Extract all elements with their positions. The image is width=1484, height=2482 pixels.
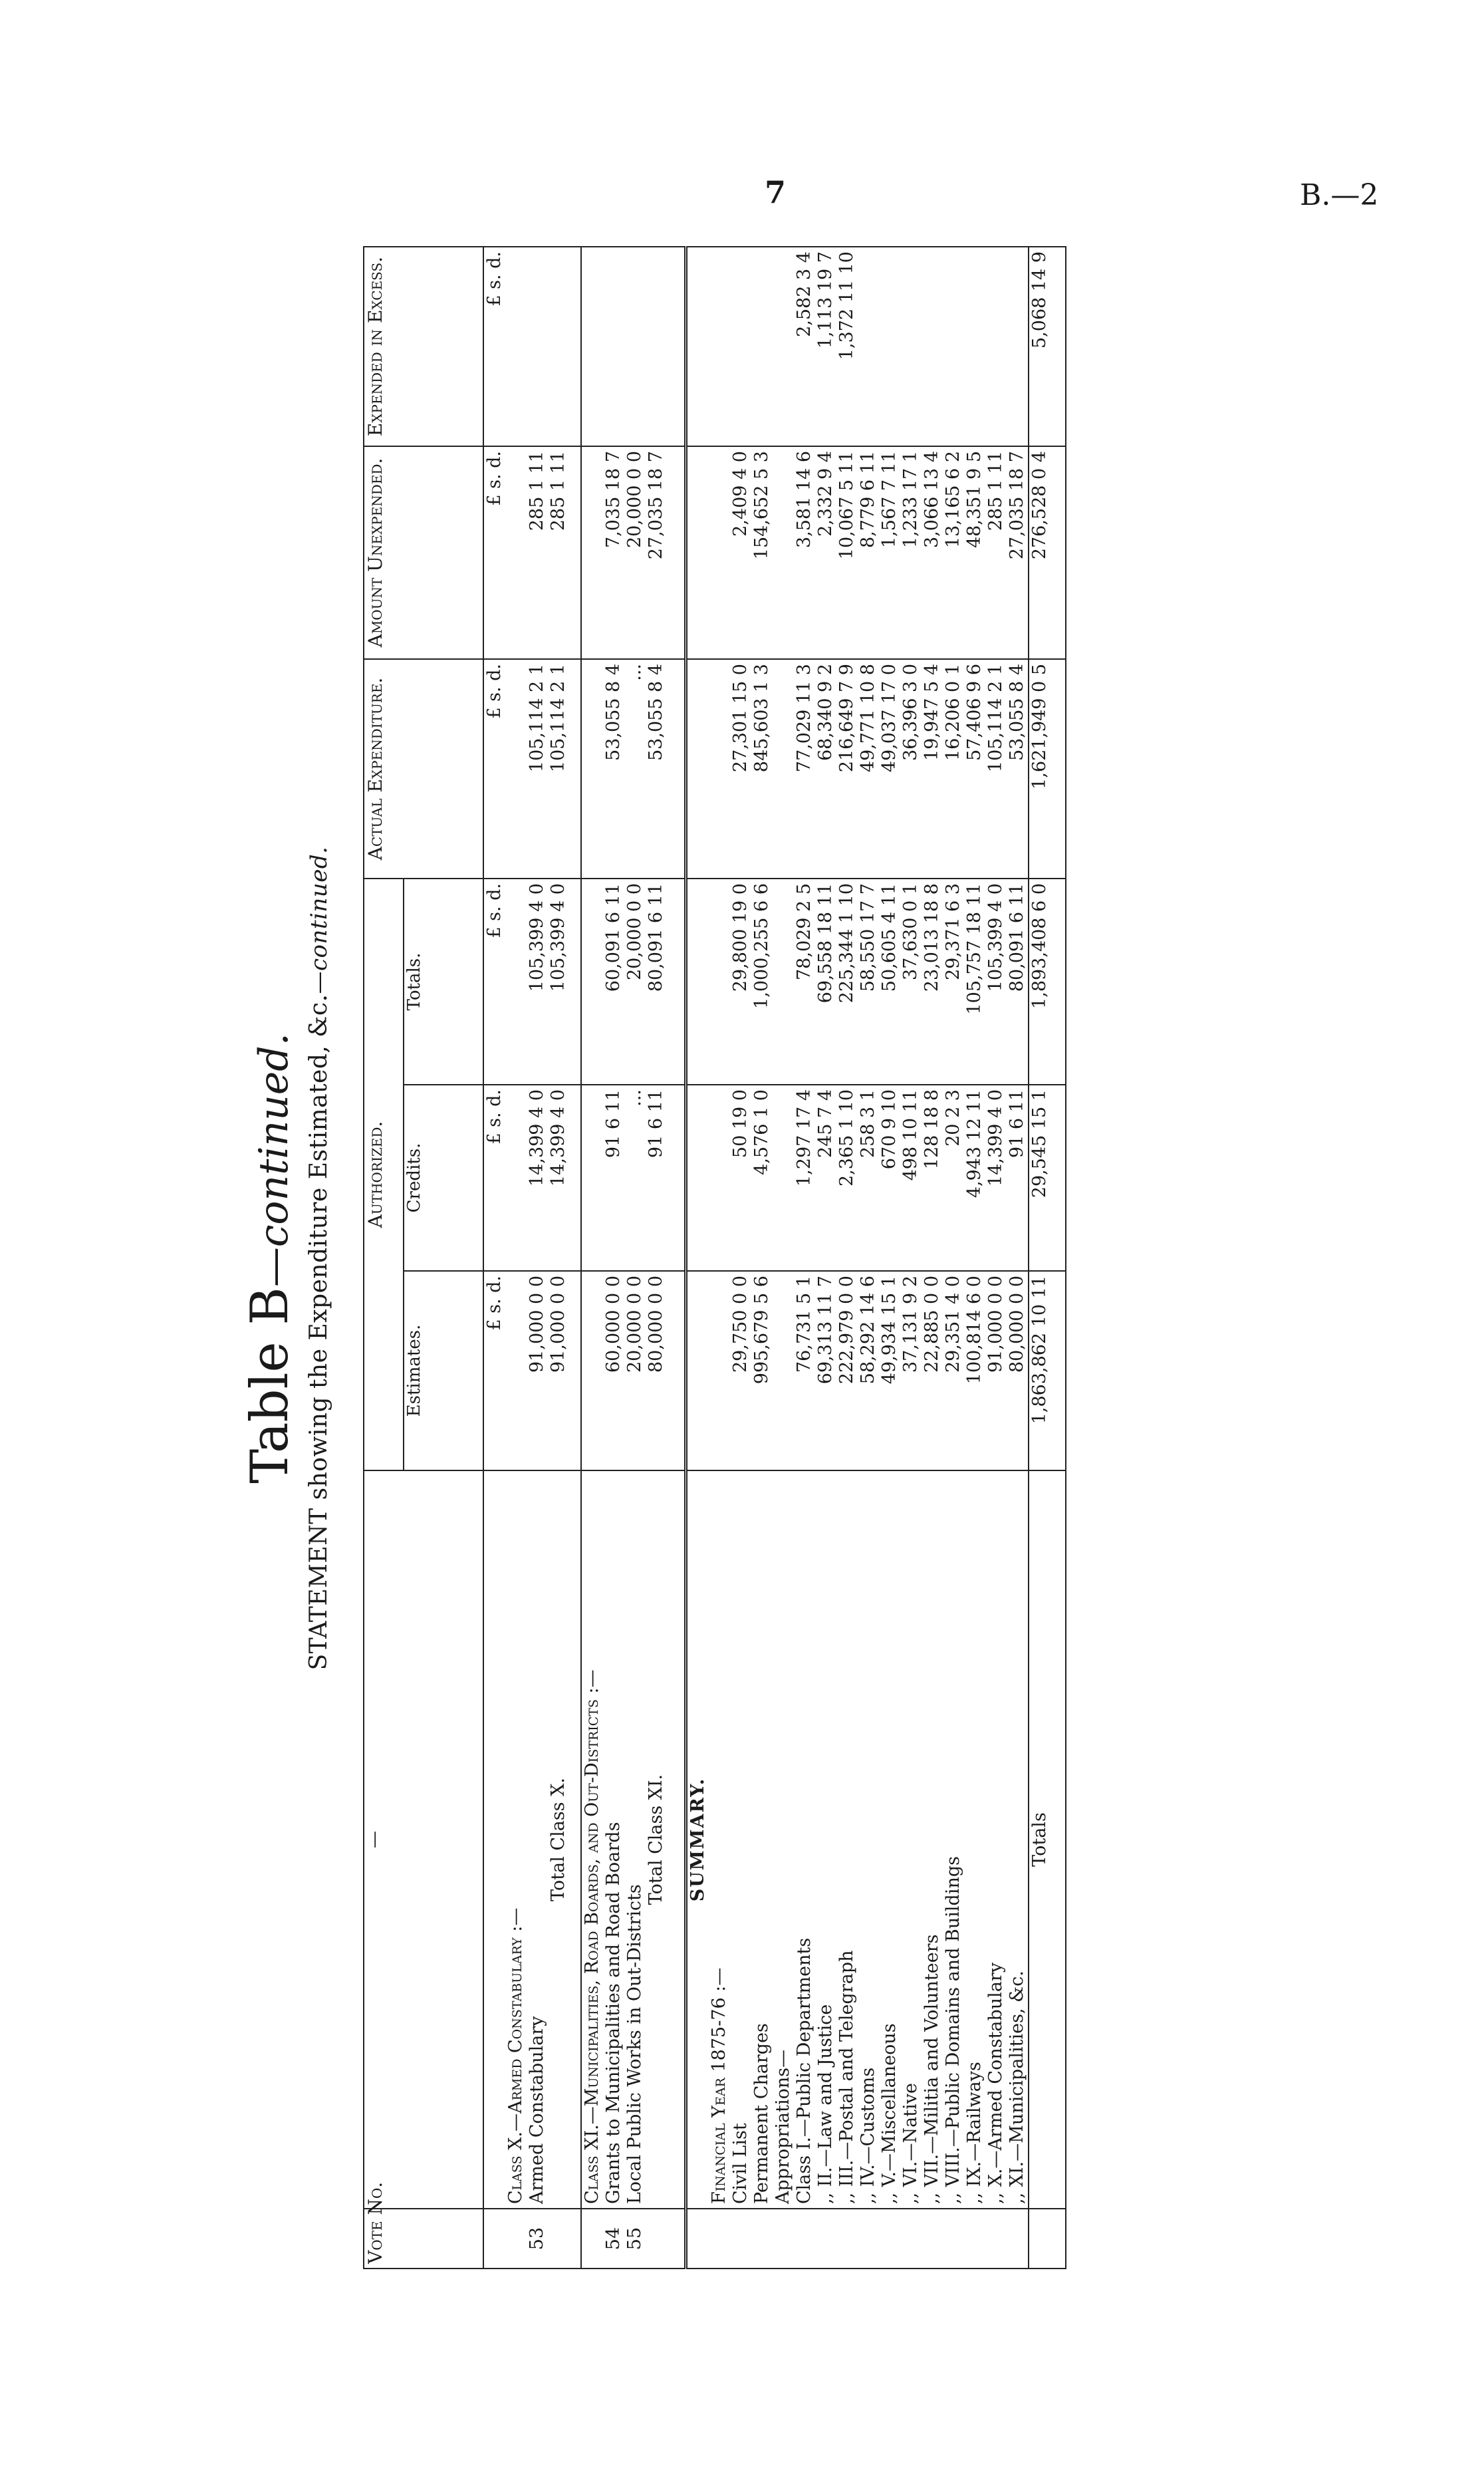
- cell-excess: [603, 247, 624, 446]
- row-description: ,, VII.—Militia and Volunteers: [922, 1470, 943, 2209]
- table-row: [527, 247, 548, 2269]
- table-row: [751, 247, 773, 2269]
- cell-excess: [1007, 247, 1029, 446]
- section-heading: Class X.—Armed Constabulary :—: [505, 1470, 527, 2209]
- table-row: [964, 247, 985, 2269]
- cell-estimates: 100,814 6 0: [964, 1271, 985, 1470]
- cell-credits: 91 6 11: [1007, 1085, 1029, 1271]
- cell-unexpended: 1,233 17 1: [900, 446, 922, 659]
- row-description: ,, II.—Law and Justice: [815, 1470, 836, 2209]
- cell-totals: 225,344 1 10: [836, 879, 858, 1085]
- cell-credits: 50 19 0: [730, 1085, 751, 1271]
- cell-estimates: 37,131 9 2: [900, 1271, 922, 1470]
- cell-actual: 27,301 15 0: [730, 659, 751, 879]
- table-row: [730, 247, 751, 2269]
- cell-actual: 845,603 1 3: [751, 659, 773, 879]
- cell-unexpended: 7,035 18 7: [603, 446, 624, 659]
- cell-estimates: 222,979 0 0: [836, 1271, 858, 1470]
- row-description: Total Class XI.: [646, 1470, 685, 2209]
- table-row: [836, 247, 858, 2269]
- unit-label: £ s. d.: [483, 1085, 505, 1271]
- cell-estimates: 49,934 15 1: [879, 1271, 900, 1470]
- cell-credits: 20 2 3: [943, 1085, 964, 1271]
- cell-credits: ...: [624, 1085, 646, 1271]
- header-blank: —: [364, 1470, 483, 2209]
- cell-actual: 57,406 9 6: [964, 659, 985, 879]
- cell-actual: 77,029 11 3: [794, 659, 815, 879]
- cell-excess: [730, 247, 751, 446]
- cell-unexpended: 13,165 6 2: [943, 446, 964, 659]
- header-actual: Actual Expenditure.: [364, 659, 483, 879]
- unit-label: £ s. d.: [483, 879, 505, 1085]
- table-row: [879, 247, 900, 2269]
- cell-unexpended: 27,035 18 7: [646, 446, 685, 659]
- vote-number: 55: [624, 2209, 646, 2269]
- cell-credits: 1,297 17 4: [794, 1085, 815, 1271]
- cell-actual: 53,055 8 4: [603, 659, 624, 879]
- cell-totals: 37,630 0 1: [900, 879, 922, 1085]
- cell-unexpended: 10,067 5 11: [836, 446, 858, 659]
- row-description: ,, XI.—Municipalities, &c.: [1007, 1470, 1029, 2209]
- cell-excess: 2,582 3 4: [794, 247, 815, 446]
- page-number: 7: [765, 174, 787, 210]
- cell-unexpended: 8,779 6 11: [858, 446, 879, 659]
- row-description: Civil List: [730, 1470, 751, 2209]
- document-reference: B.—2: [1300, 178, 1379, 212]
- cell-excess: 5,068 14 9: [1029, 247, 1066, 446]
- cell-actual: 19,947 5 4: [922, 659, 943, 879]
- table-row: [943, 247, 964, 2269]
- cell-unexpended: 2,332 9 4: [815, 446, 836, 659]
- cell-estimates: 91,000 0 0: [548, 1271, 581, 1470]
- header-credits: Credits.: [404, 1085, 483, 1271]
- cell-credits: 670 9 10: [879, 1085, 900, 1271]
- cell-estimates: 29,750 0 0: [730, 1271, 751, 1470]
- cell-credits: 498 10 11: [900, 1085, 922, 1271]
- subtitle-text: STATEMENT showing the Expenditure Estimated, &c.: [305, 994, 332, 1671]
- cell-unexpended: 3,581 14 6: [794, 446, 815, 659]
- subtitle-continued: —continued.: [306, 846, 332, 994]
- table-row: [815, 247, 836, 2269]
- cell-credits: 91 6 11: [603, 1085, 624, 1271]
- header-vote-no: Vote No.: [364, 2209, 483, 2269]
- cell-totals: 69,558 18 11: [815, 879, 836, 1085]
- row-description: Armed Constabulary: [527, 1470, 548, 2209]
- cell-totals: 105,399 4 0: [985, 879, 1007, 1085]
- row-description: ,, VI.—Native: [900, 1470, 922, 2209]
- cell-excess: [646, 247, 685, 446]
- table-title: [240, 247, 301, 2269]
- cell-excess: 1,113 19 7: [815, 247, 836, 446]
- cell-unexpended: 154,652 5 3: [751, 446, 773, 659]
- cell-credits: 2,365 1 10: [836, 1085, 858, 1271]
- table-row: [624, 247, 646, 2269]
- cell-totals: 105,757 18 11: [964, 879, 985, 1085]
- section-heading: Appropriations—: [773, 1470, 794, 2209]
- cell-credits: 4,943 12 11: [964, 1085, 985, 1271]
- row-description: Class I.—Public Departments: [794, 1470, 815, 2209]
- cell-totals: 29,371 6 3: [943, 879, 964, 1085]
- table-row: [548, 247, 581, 2269]
- rotated-table-block: [240, 247, 1267, 2269]
- cell-unexpended: 285 1 11: [985, 446, 1007, 659]
- cell-totals: 80,091 6 11: [646, 879, 685, 1085]
- cell-totals: 105,399 4 0: [527, 879, 548, 1085]
- cell-credits: 29,545 15 1: [1029, 1085, 1066, 1271]
- cell-estimates: 20,000 0 0: [624, 1271, 646, 1470]
- cell-excess: [879, 247, 900, 446]
- unit-label: £ s. d.: [483, 446, 505, 659]
- cell-unexpended: 48,351 9 5: [964, 446, 985, 659]
- cell-credits: 14,399 4 0: [527, 1085, 548, 1271]
- header-totals: Totals.: [404, 879, 483, 1085]
- cell-excess: [900, 247, 922, 446]
- cell-credits: 14,399 4 0: [985, 1085, 1007, 1271]
- cell-estimates: 58,292 14 6: [858, 1271, 879, 1470]
- vote-number: 53: [527, 2209, 548, 2269]
- row-description: ,, VIII.—Public Domains and Buildings: [943, 1470, 964, 2209]
- table-row: [900, 247, 922, 2269]
- cell-actual: 105,114 2 1: [527, 659, 548, 879]
- cell-actual: 16,206 0 1: [943, 659, 964, 879]
- cell-totals: 1,000,255 6 6: [751, 879, 773, 1085]
- table-row: [922, 247, 943, 2269]
- totals-row: [1029, 247, 1066, 2269]
- cell-actual: 105,114 2 1: [985, 659, 1007, 879]
- cell-totals: 20,000 0 0: [624, 879, 646, 1085]
- cell-unexpended: 2,409 4 0: [730, 446, 751, 659]
- cell-credits: 4,576 1 0: [751, 1085, 773, 1271]
- row-description: Grants to Municipalities and Road Boards: [603, 1470, 624, 2209]
- cell-credits: 245 7 4: [815, 1085, 836, 1271]
- cell-credits: 128 18 8: [922, 1085, 943, 1271]
- cell-excess: [985, 247, 1007, 446]
- cell-actual: ...: [624, 659, 646, 879]
- row-description: Permanent Charges: [751, 1470, 773, 2209]
- cell-excess: [527, 247, 548, 446]
- header-estimates: Estimates.: [404, 1271, 483, 1470]
- cell-unexpended: 1,567 7 11: [879, 446, 900, 659]
- table-row: [858, 247, 879, 2269]
- table-row: [794, 247, 815, 2269]
- row-description: ,, III.—Postal and Telegraph: [836, 1470, 858, 2209]
- row-description: ,, IX.—Railways: [964, 1470, 985, 2209]
- cell-excess: 1,372 11 10: [836, 247, 858, 446]
- cell-excess: [858, 247, 879, 446]
- cell-estimates: 69,313 11 7: [815, 1271, 836, 1470]
- cell-unexpended: 285 1 11: [527, 446, 548, 659]
- table-row: [603, 247, 624, 2269]
- cell-actual: 53,055 8 4: [646, 659, 685, 879]
- cell-totals: 50,605 4 11: [879, 879, 900, 1085]
- cell-estimates: 80,000 0 0: [646, 1271, 685, 1470]
- cell-estimates: 91,000 0 0: [985, 1271, 1007, 1470]
- section-heading: Financial Year 1875-76 :—: [709, 1470, 730, 2209]
- cell-unexpended: 276,528 0 4: [1029, 446, 1066, 659]
- cell-credits: 14,399 4 0: [548, 1085, 581, 1271]
- unit-label: £ s. d.: [483, 1271, 505, 1470]
- row-description: ,, IV.—Customs: [858, 1470, 879, 2209]
- row-description: ,, X.—Armed Constabulary: [985, 1470, 1007, 2209]
- cell-actual: 49,771 10 8: [858, 659, 879, 879]
- cell-totals: 1,893,408 6 0: [1029, 879, 1066, 1085]
- vote-number: 54: [603, 2209, 624, 2269]
- header-unexpended: Amount Unexpended.: [364, 446, 483, 659]
- row-description: Local Public Works in Out-Districts: [624, 1470, 646, 2209]
- cell-totals: 23,013 18 8: [922, 879, 943, 1085]
- cell-excess: [624, 247, 646, 446]
- row-description: Totals: [1029, 1470, 1066, 2209]
- table-subtitle: [301, 247, 338, 2269]
- cell-totals: 78,029 2 5: [794, 879, 815, 1085]
- cell-estimates: 995,679 5 6: [751, 1271, 773, 1470]
- row-description: ,, V.—Miscellaneous: [879, 1470, 900, 2209]
- cell-excess: [964, 247, 985, 446]
- table-row: [985, 247, 1007, 2269]
- cell-totals: 29,800 19 0: [730, 879, 751, 1085]
- cell-credits: 91 6 11: [646, 1085, 685, 1271]
- cell-unexpended: 20,000 0 0: [624, 446, 646, 659]
- summary-heading: SUMMARY.: [685, 1470, 709, 2209]
- cell-actual: 1,621,949 0 5: [1029, 659, 1066, 879]
- row-description: Total Class X.: [548, 1470, 581, 2209]
- cell-estimates: 76,731 5 1: [794, 1271, 815, 1470]
- cell-estimates: 91,000 0 0: [527, 1271, 548, 1470]
- cell-unexpended: 285 1 11: [548, 446, 581, 659]
- cell-excess: [943, 247, 964, 446]
- unit-label: £ s. d.: [483, 659, 505, 879]
- cell-actual: 53,055 8 4: [1007, 659, 1029, 879]
- expenditure-table: [363, 246, 1066, 2269]
- cell-unexpended: 27,035 18 7: [1007, 446, 1029, 659]
- header-excess: Expended in Excess.: [364, 247, 483, 446]
- cell-totals: 105,399 4 0: [548, 879, 581, 1085]
- cell-totals: 60,091 6 11: [603, 879, 624, 1085]
- cell-excess: [548, 247, 581, 446]
- cell-actual: 105,114 2 1: [548, 659, 581, 879]
- cell-estimates: 1,863,862 10 11: [1029, 1271, 1066, 1470]
- cell-actual: 216,649 7 9: [836, 659, 858, 879]
- section-heading: Class XI.—Municipalities, Road Boards, and Out-Districts :—: [581, 1470, 603, 2209]
- cell-estimates: 22,885 0 0: [922, 1271, 943, 1470]
- cell-credits: 258 3 1: [858, 1085, 879, 1271]
- title-main: Table B: [240, 1287, 300, 1484]
- table-row: [1007, 247, 1029, 2269]
- cell-estimates: 29,351 4 0: [943, 1271, 964, 1470]
- cell-excess: [751, 247, 773, 446]
- cell-actual: 36,396 3 0: [900, 659, 922, 879]
- cell-actual: 49,037 17 0: [879, 659, 900, 879]
- header-authorized: Authorized.: [364, 879, 404, 1470]
- table-row: [646, 247, 685, 2269]
- title-continued: —continued.: [251, 1033, 297, 1288]
- cell-unexpended: 3,066 13 4: [922, 446, 943, 659]
- cell-estimates: 60,000 0 0: [603, 1271, 624, 1470]
- cell-totals: 58,550 17 7: [858, 879, 879, 1085]
- cell-excess: [922, 247, 943, 446]
- cell-totals: 80,091 6 11: [1007, 879, 1029, 1085]
- cell-actual: 68,340 9 2: [815, 659, 836, 879]
- cell-estimates: 80,000 0 0: [1007, 1271, 1029, 1470]
- unit-label: £ s. d.: [483, 247, 505, 446]
